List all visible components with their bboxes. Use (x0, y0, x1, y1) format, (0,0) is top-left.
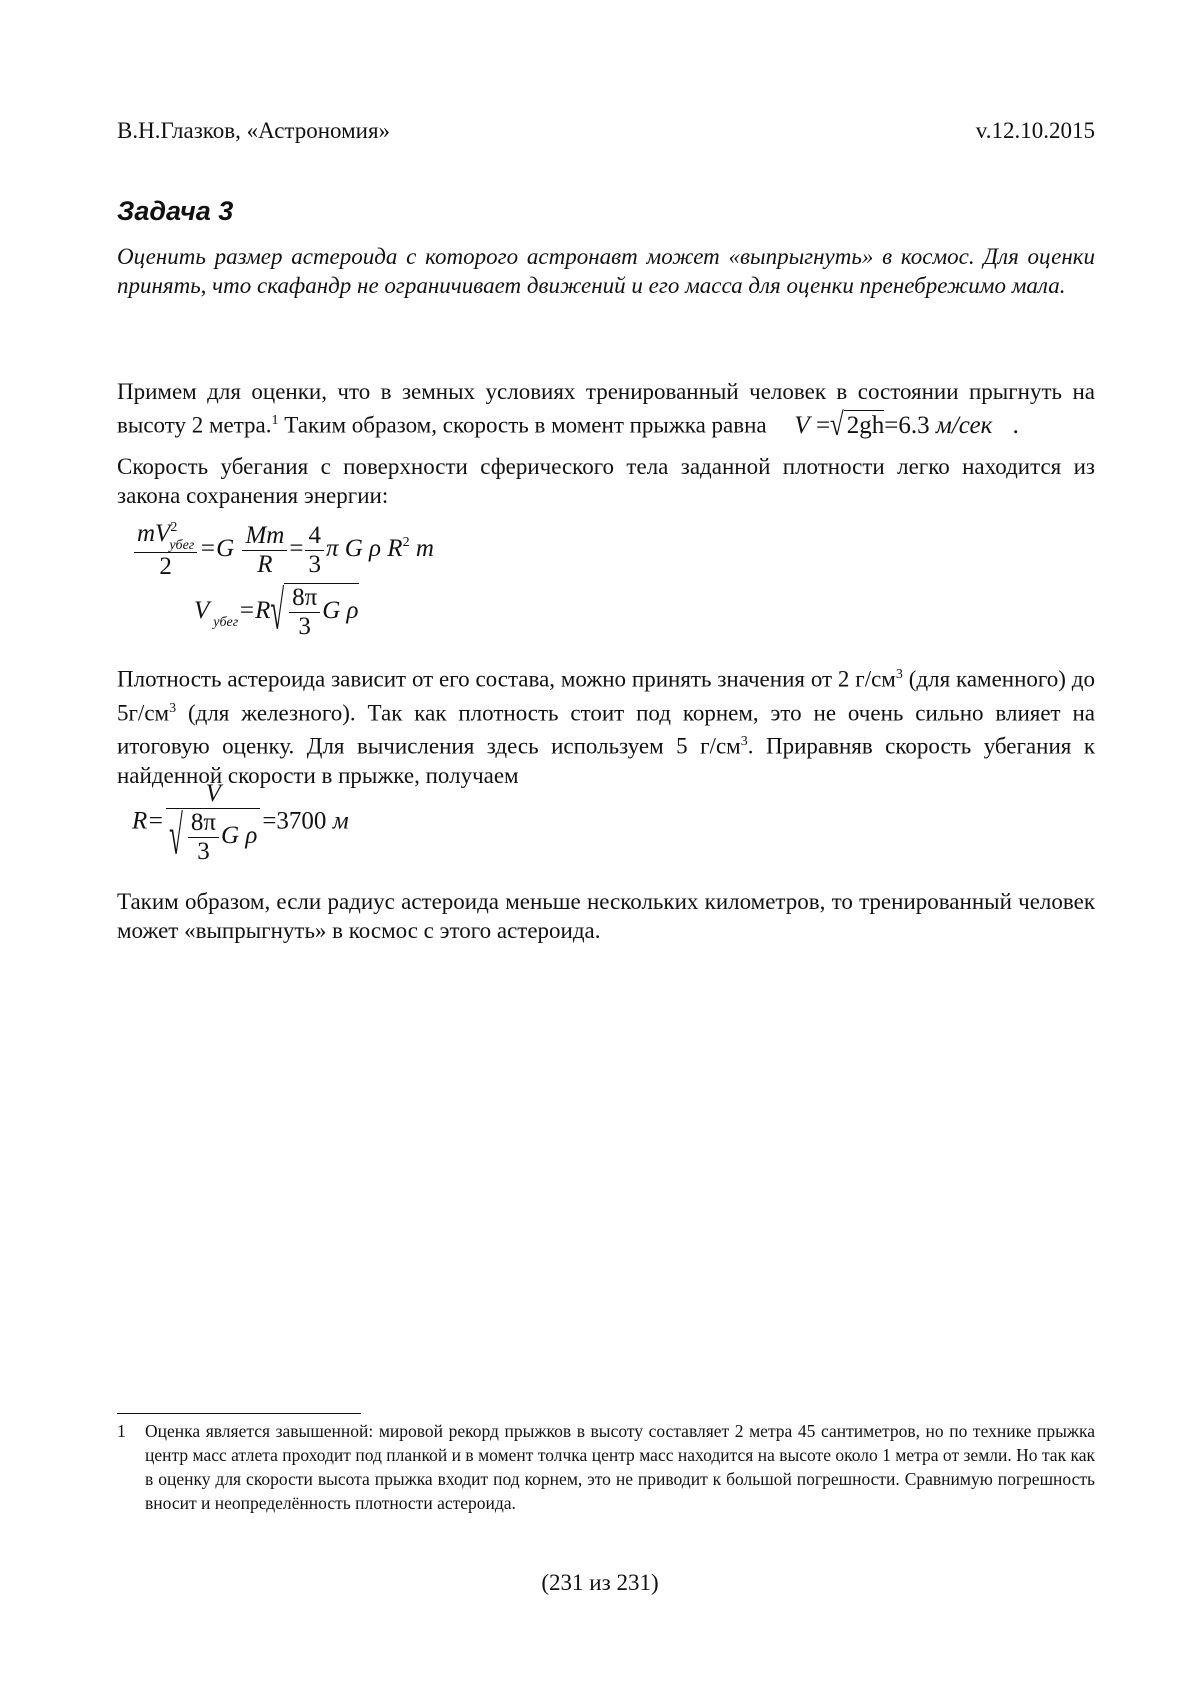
footnote (117, 1419, 1095, 1515)
fraction (305, 522, 324, 579)
formula-tail: G ρ (221, 822, 258, 850)
fraction-denominator: 2 (134, 552, 197, 581)
fraction-numerator: Mm (245, 522, 285, 549)
fraction-denominator: 3 (305, 550, 324, 579)
formula-result: =3700 (262, 807, 327, 835)
running-header-version: v.12.10.2015 (975, 118, 1095, 143)
formula-operator: =G (199, 535, 235, 563)
formula-end: . (1012, 411, 1019, 439)
formula-operator: =R (238, 597, 271, 625)
paragraph-text: Таким образом, скорость в момент прыжка равна (278, 412, 767, 438)
sqrt-sign: √ (169, 806, 183, 867)
sqrt-sign: √ (830, 407, 844, 443)
fraction-numerator: 8π (292, 584, 318, 611)
running-header-author-title: В.Н.Глазков, «Астрономия» (117, 118, 391, 143)
formula-energy-conservation (132, 520, 434, 581)
fraction-numerator: 8π (190, 809, 217, 836)
formula-exponent: 2 (402, 535, 410, 551)
fraction-denominator: R (242, 550, 287, 579)
formula-radicand: 2gh (844, 410, 885, 440)
radicand (183, 809, 257, 866)
formula-symbol: V (194, 597, 210, 625)
formula-unit: м/сек (935, 411, 993, 439)
radicand (284, 583, 358, 641)
formula-unit: м (332, 807, 349, 835)
paragraph-text: Примем для оценки, что в земных условиях тренированный человек в состоянии прыгнуть на высоту 2 метра. (117, 379, 1095, 438)
formula-tail: G ρ (322, 597, 359, 625)
formula-operator: = (815, 411, 831, 439)
formula-tail-end: m (415, 535, 434, 563)
formula-radius (132, 780, 349, 866)
paragraph-jump-assumption (117, 377, 1095, 443)
formula-lhs: R= (132, 807, 165, 835)
task-title: Задача 3 (117, 196, 234, 226)
sqrt-sign: √ (270, 581, 285, 642)
fraction (188, 809, 219, 866)
fraction (242, 522, 287, 579)
fraction (166, 780, 260, 866)
paragraph-escape-velocity: Скорость убегания с поверхности сферического тела заданной плотности легко находится из закона сохранения энергии: (117, 454, 1095, 508)
footnote-separator (117, 1413, 361, 1414)
fraction-denominator: 3 (289, 612, 320, 641)
fraction (289, 584, 320, 641)
fraction-denominator (166, 808, 260, 866)
fraction-denominator: 3 (188, 837, 219, 866)
footnote-number: 1 (117, 1421, 126, 1441)
formula-jump-speed (794, 407, 1019, 443)
formula-operator: = (289, 535, 304, 563)
footnote-text: Оценка является завышенной: мировой рекорд прыжков в высоту составляет 2 метра 45 сантиметров, но по технике прыжка центр масс атлета проходит под планкой и в момент толчка центр масс находится на высоте около 1 метра от земли. Но так как в оценку для скорости высота прыжка входит под корнем, это не приводит к большой погрешности. Сравнимую погрешность вносит и неопределённость плотности астероида. (145, 1421, 1095, 1513)
fraction-numerator: $mV^2_{убег}$ (137, 520, 195, 553)
formula-tail: π G ρ R (325, 535, 403, 563)
footnote-reference: 1 (271, 413, 279, 428)
formula-result: =6.3 (884, 411, 930, 439)
task-statement: Оценить размер астероида с которого астронавт может «выпрыгнуть» в космос. Для оценки принять, что скафандр не ограничивает движений и его масса для оценки пренебрежимо мала. (117, 244, 1095, 298)
fraction (134, 520, 197, 581)
paragraph-conclusion: Таким образом, если радиус астероида меньше нескольких километров, то тренированный человек может «выпрыгнуть» в космос с этого астероида. (117, 889, 1095, 943)
formula-escape-velocity (194, 583, 359, 641)
formula-subscript: убег (213, 615, 239, 631)
fraction-numerator: 4 (308, 522, 321, 549)
paragraph-asteroid-density: Плотность астероида зависит от его состава, можно принять значения от 2 $г/см^3$ (для каменного) до $5г/см^3$ (для железного). Так как плотность стоит под корнем, это не очень сильно влияет на итоговую оценку. Для вычисления здесь используем 5 $г/см^3$. Приравняв скорость убегания к найденной скорости в прыжке, получаем (117, 666, 1095, 788)
formula-symbol: V (794, 411, 810, 439)
page-number: (231 из 231) (541, 1570, 659, 1595)
fraction-numerator: V (205, 780, 221, 807)
